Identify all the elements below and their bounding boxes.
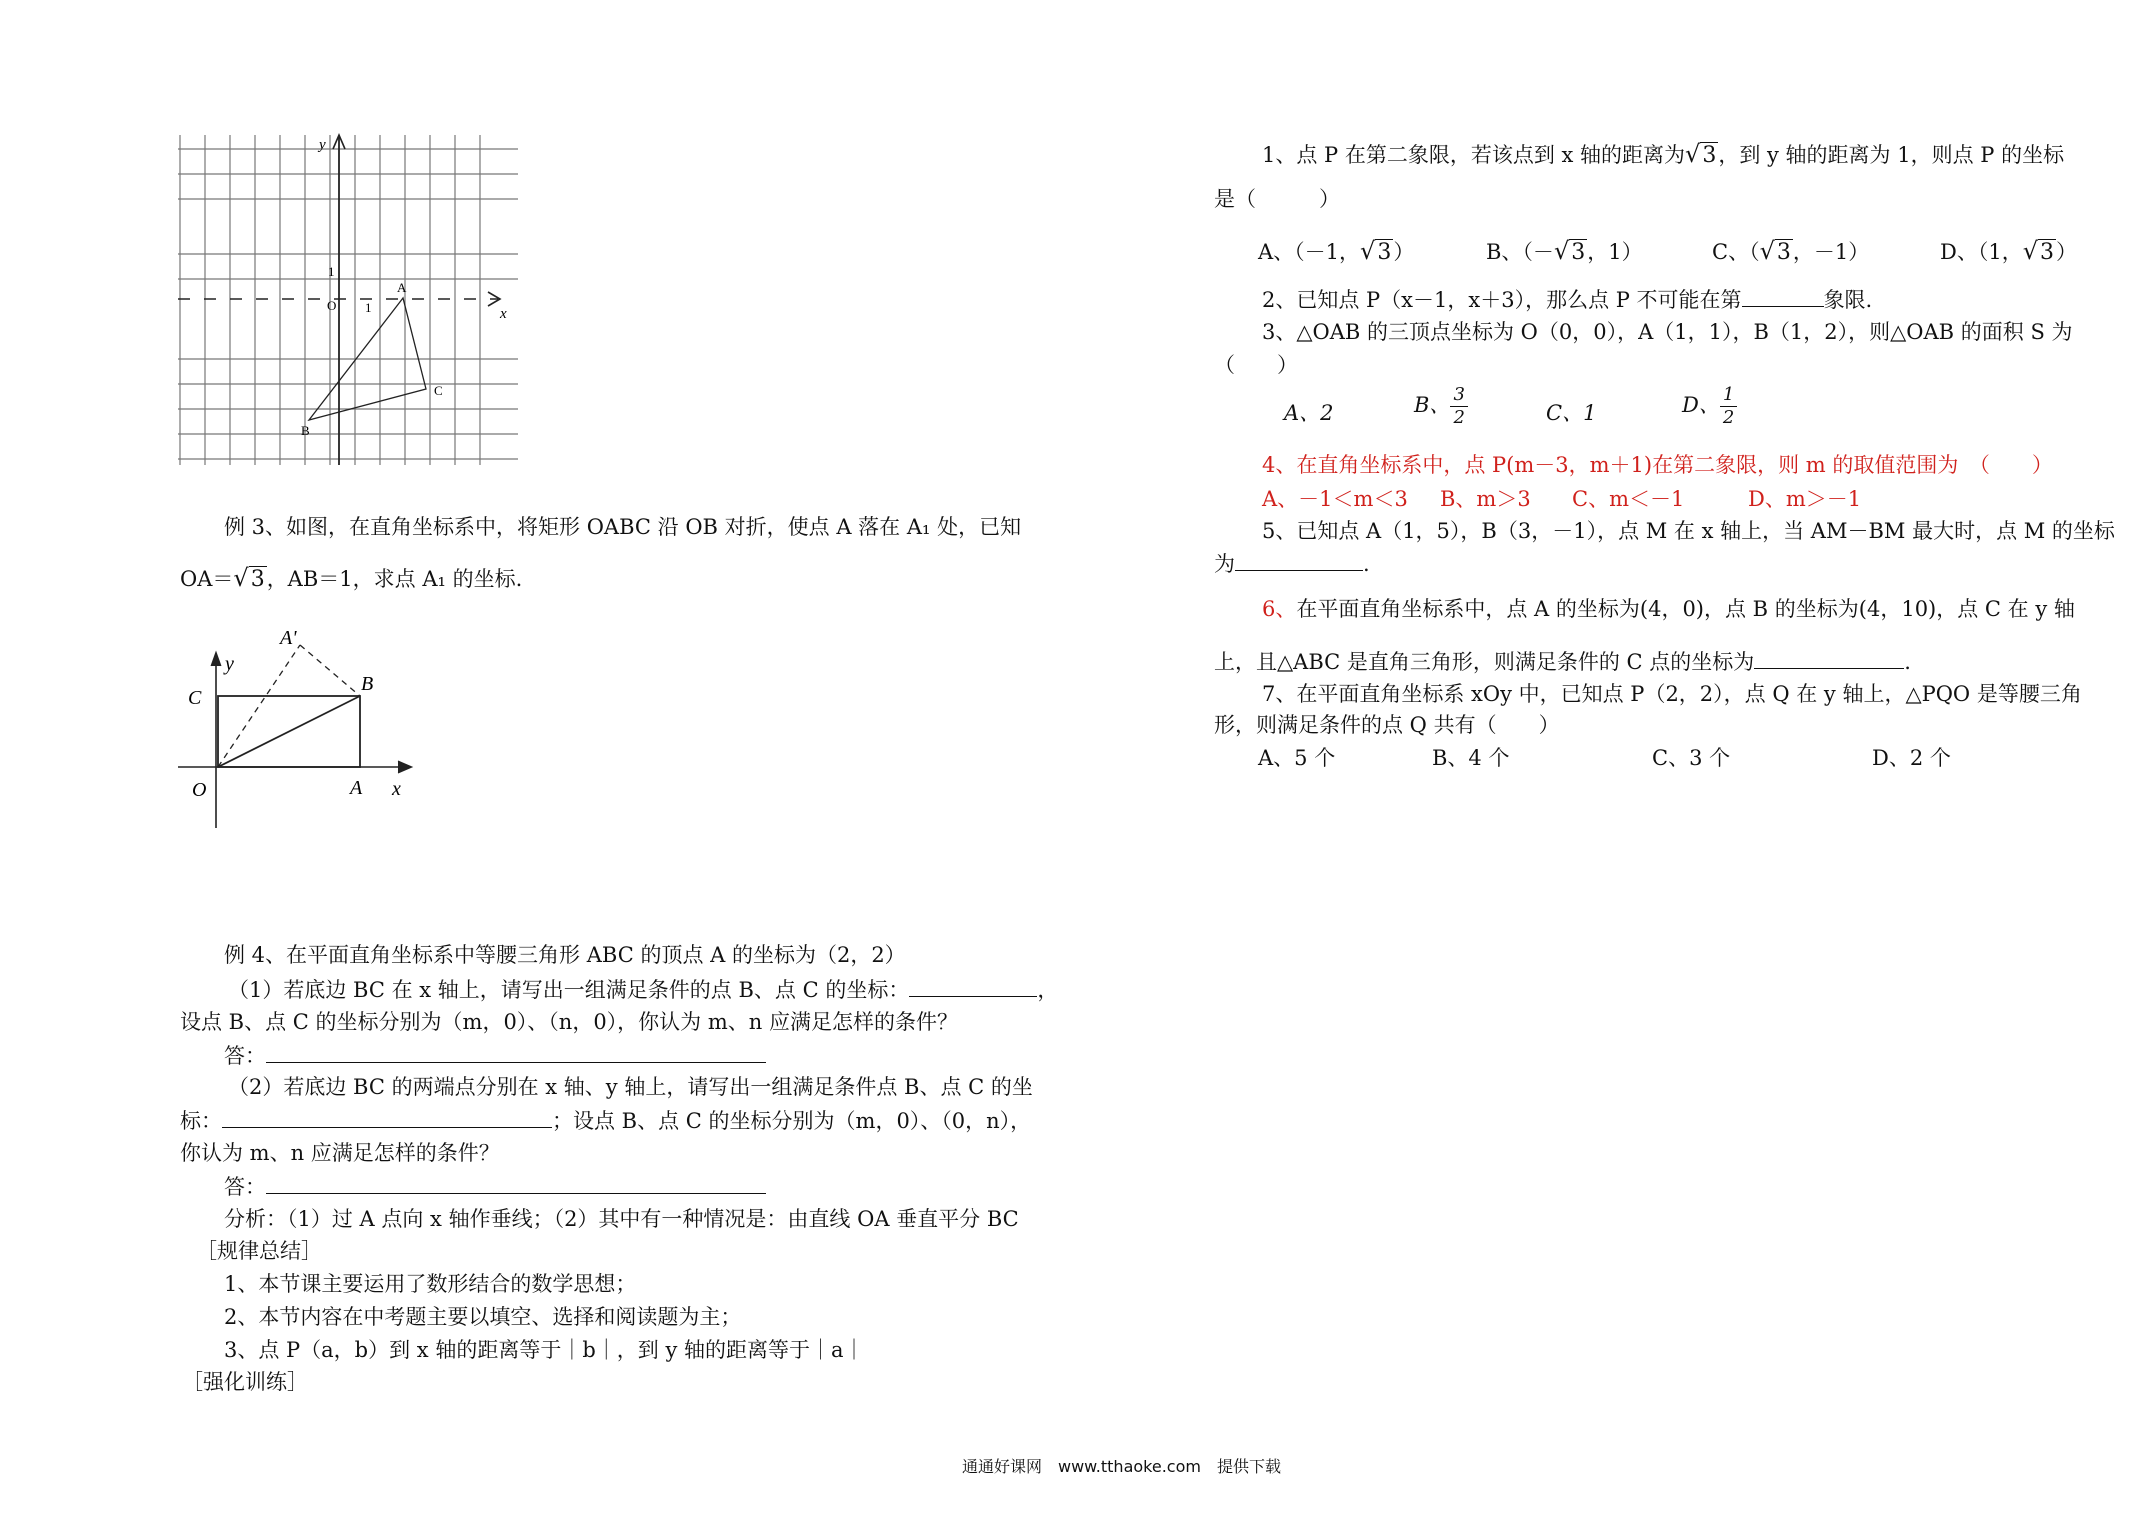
example4-analysis: 分析：（1）过 A 点向 x 轴作垂线；（2）其中有一种情况是：由直线 OA 垂直平分 BC <box>224 1207 1019 1231</box>
grid-point-c-label: C <box>434 383 443 398</box>
example4-line2-end: ， <box>1037 978 1059 1002</box>
rect-c-label: C <box>188 687 202 709</box>
question-3-option-b: B、 $\frac{3}{2}$ <box>1414 384 1468 429</box>
summary-item-2: 2、本节内容在中考题主要以填空、选择和阅读题为主； <box>224 1305 742 1329</box>
example4-answer1 <box>224 1040 766 1071</box>
question-7-option-c: C、3 个 <box>1652 746 1731 770</box>
question-4-option-d: D、m＞－1 <box>1748 487 1862 511</box>
q1-text-pre: 1、点 P 在第二象限，若该点到 x 轴的距离为 <box>1262 143 1686 167</box>
question-3-line1: 3、△OAB 的三顶点坐标为 O（0，0），A（1，1），B（1，2），则△OAB 的面积 S 为 <box>1262 320 2073 344</box>
rect-b-label: B <box>361 673 374 695</box>
sqrt-symbol: √3 <box>1759 237 1791 265</box>
question-3-option-a: A、2 <box>1284 401 1334 425</box>
question-1-line1 <box>1262 139 2064 171</box>
question-1-line2: 是（ ） <box>1214 187 1340 211</box>
sqrt-symbol: √3 <box>233 564 265 592</box>
question-7-line1: 7、在平面直角坐标系 xOy 中，已知点 P（2，2），点 Q 在 y 轴上，△PQO 是等腰三角 <box>1262 682 2082 706</box>
question-6-number: 6、 <box>1262 597 1297 621</box>
question-6-line1: 6、在平面直角坐标系中，点 A 的坐标为(4，0)，点 B 的坐标为(4，10)，点 C 在 y 轴 <box>1262 597 2075 621</box>
grid-coordinate-figure <box>178 132 523 467</box>
rect-a-prime-label: A' <box>280 627 297 649</box>
question-1-option-c: C、（√3，－1） <box>1712 236 1869 268</box>
rect-o-label: O <box>192 779 207 801</box>
example4-blank-2[interactable] <box>222 1105 552 1128</box>
grid-x-label: x <box>500 306 507 322</box>
question-7-option-d: D、2 个 <box>1872 746 1951 770</box>
grid-y-label: y <box>319 137 326 153</box>
question-4-line1: 4、在直角坐标系中，点 P(m－3，m＋1)在第二象限，则 m 的取值范围为 （ ） <box>1262 453 2053 477</box>
fraction: $\frac{1}{2}$ <box>1720 384 1737 429</box>
example4-line2 <box>228 974 1058 1005</box>
question-4-option-c: C、m＜－1 <box>1572 487 1685 511</box>
question-6-line2: 上，且△ABC 是直角三角形，则满足条件的 C 点的坐标为 . <box>1214 646 1911 677</box>
training-title: ［强化训练］ <box>182 1370 308 1394</box>
question-4-option-b: B、m＞3 <box>1440 487 1531 511</box>
rectangle-fold-figure <box>178 620 418 835</box>
sqrt-symbol: √3 <box>2022 237 2054 265</box>
example3-line2-pre: OA＝ <box>180 567 234 591</box>
question-3-line2: （ ） <box>1214 353 1298 377</box>
question-7-option-a: A、5 个 <box>1258 746 1336 770</box>
question-7-option-b: B、4 个 <box>1432 746 1510 770</box>
question-5-line2: 为 . <box>1214 548 1370 579</box>
question-2-blank[interactable] <box>1742 284 1824 307</box>
question-2: 2、已知点 P（x－1，x＋3），那么点 P 不可能在第 象限. <box>1262 284 1872 315</box>
example4-line3: 设点 B、点 C 的坐标分别为（m，0）、（n，0），你认为 m、n 应满足怎样的条件？ <box>180 1010 958 1034</box>
answer-label: 答： <box>224 1044 266 1068</box>
sqrt-symbol: √3 <box>1685 140 1717 168</box>
question-5-line1: 5、已知点 A（1，5），B（3，－1），点 M 在 x 轴上，当 AM－BM 最大时，点 M 的坐标 <box>1262 519 2115 543</box>
example3-line1: 例 3、如图，在直角坐标系中，将矩形 OABC 沿 OB 对折，使点 A 落在 A₁ 处，已知 <box>224 515 1022 539</box>
summary-title: ［规律总结］ <box>196 1239 322 1263</box>
rect-a-label: A <box>350 777 363 799</box>
grid-point-a-label: A <box>397 280 407 295</box>
question-5-blank[interactable] <box>1235 548 1363 571</box>
question-1-option-a: A、（－1，√3） <box>1258 236 1414 268</box>
example4-line6 <box>180 1105 1031 1136</box>
rect-x-label: x <box>392 778 401 800</box>
example4-line2-text: （1）若底边 BC 在 x 轴上，请写出一组满足条件的点 B、点 C 的坐标： <box>228 978 910 1002</box>
example4-line5: （2）若底边 BC 的两端点分别在 x 轴、y 轴上，请写出一组满足条件点 B、点 C 的坐 <box>228 1075 1033 1099</box>
question-3-option-c: C、1 <box>1546 401 1597 425</box>
example4-line1: 例 4、在平面直角坐标系中等腰三角形 ABC 的顶点 A 的坐标为（2，2） <box>224 943 906 967</box>
sqrt-symbol: √3 <box>1553 237 1586 265</box>
example4-line7: 你认为 m、n 应满足怎样的条件？ <box>180 1141 500 1165</box>
grid-one-x-label: 1 <box>365 300 372 315</box>
example4-blank-1[interactable] <box>909 974 1037 997</box>
example4-line6-pre: 标： <box>180 1109 222 1133</box>
question-1-option-d: D、（1，√3） <box>1940 236 2077 268</box>
example4-answer-blank-2[interactable] <box>266 1171 766 1194</box>
fraction: $\frac{3}{2}$ <box>1450 384 1467 429</box>
question-3-option-d: D、 $\frac{1}{2}$ <box>1682 384 1737 429</box>
grid-one-y-label: 1 <box>328 264 335 279</box>
example3-line2 <box>180 563 522 595</box>
q1-text-post: ，到 y 轴的距离为 1，则点 P 的坐标 <box>1718 143 2065 167</box>
footer-credit: 通通好课网 www.tthaoke.com 提供下载 <box>962 1457 1281 1476</box>
example4-answer-blank-1[interactable] <box>266 1040 766 1063</box>
question-6-blank[interactable] <box>1754 646 1904 669</box>
example4-answer2 <box>224 1171 766 1202</box>
sqrt-symbol: √3 <box>1360 237 1392 265</box>
grid-point-b-label: B <box>301 423 310 438</box>
question-7-line2: 形，则满足条件的点 Q 共有（ ） <box>1214 713 1560 737</box>
answer-label: 答： <box>224 1175 266 1199</box>
rect-y-label: y <box>225 653 234 675</box>
grid-origin-label: O <box>327 298 337 313</box>
question-1-option-b: B、（－√3，1） <box>1486 236 1643 268</box>
question-4-option-a: A、－1＜m＜3 <box>1262 487 1408 511</box>
example3-line2-post: ，AB＝1，求点 A₁ 的坐标. <box>266 567 523 591</box>
summary-item-3: 3、点 P（a，b）到 x 轴的距离等于｜b｜，到 y 轴的距离等于｜a｜ <box>224 1338 865 1362</box>
example4-line6-post: ；设点 B、点 C 的坐标分别为（m，0）、（0，n）， <box>552 1109 1032 1133</box>
summary-item-1: 1、本节课主要运用了数形结合的数学思想； <box>224 1272 637 1296</box>
